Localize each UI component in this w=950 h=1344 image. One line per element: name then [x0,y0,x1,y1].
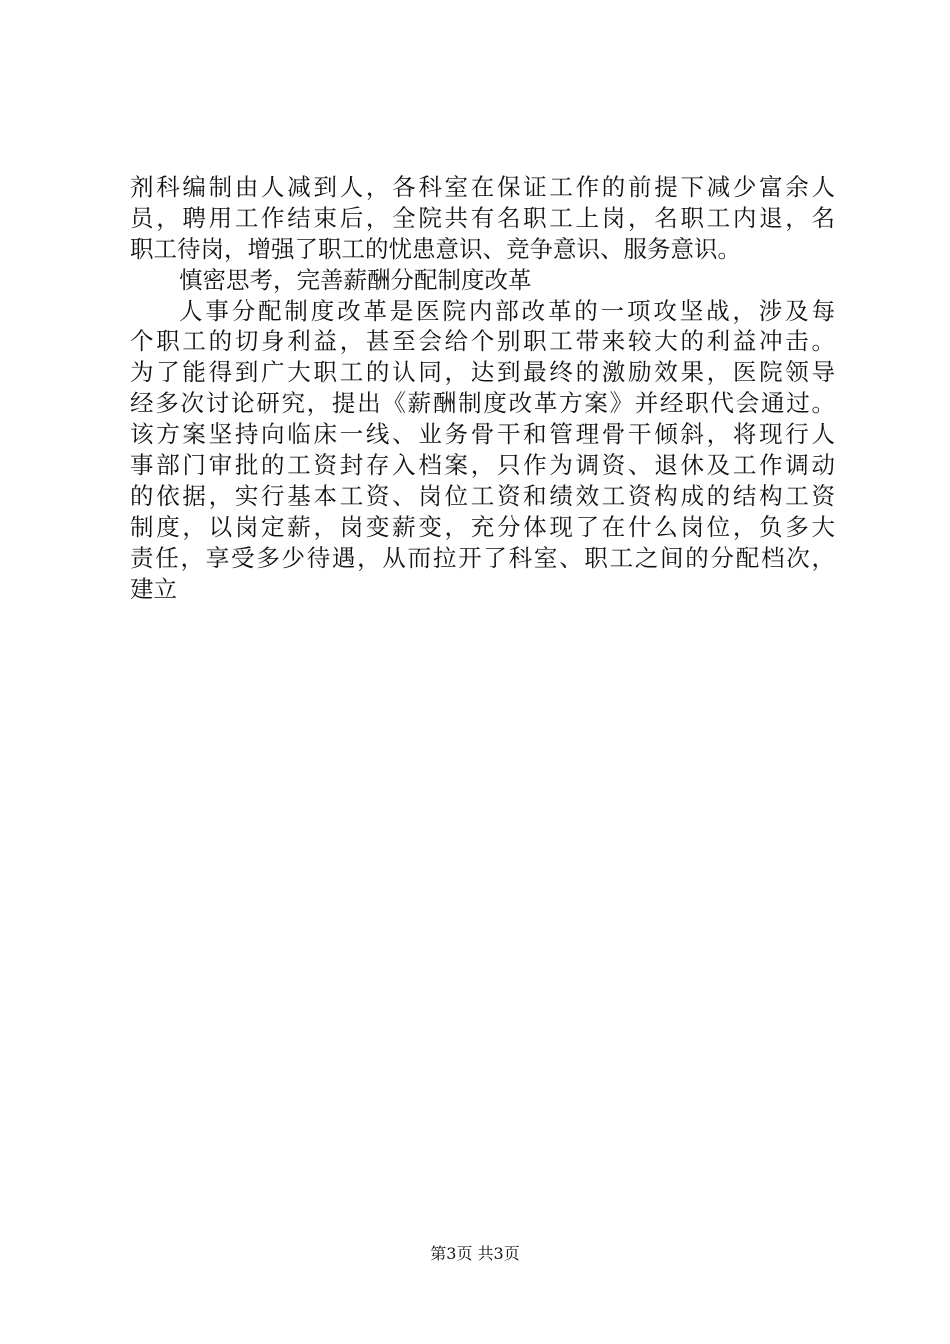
page-footer [0,1244,950,1264]
section-heading: 慎密思考，完善薪酬分配制度改革 [179,265,532,294]
paragraph-line: 事部门审批的工资封存入档案，只作为调资、退休及工作调动 [130,451,835,480]
paragraph-line: 职工待岗，增强了职工的忧患意识、竞争意识、服务意识。 [130,234,741,263]
paragraph-line: 该方案坚持向临床一线、业务骨干和管理骨干倾斜，将现行人 [130,420,835,449]
paragraph-line: 经多次讨论研究，提出《薪酬制度改革方案》并经职代会通过。 [130,389,835,418]
paragraph-line: 个职工的切身利益，甚至会给个别职工带来较大的利益冲击。 [130,327,835,356]
paragraph-line: 剂科编制由人减到人，各科室在保证工作的前提下减少富余人 [130,173,835,201]
paragraph-line: 为了能得到广大职工的认同，达到最终的激励效果，医院领导 [130,358,835,387]
paragraph-line: 的依据，实行基本工资、岗位工资和绩效工资构成的结构工资 [130,481,835,510]
paragraph-line: 制度，以岗定薪，岗变薪变，充分体现了在什么岗位，负多大 [130,512,835,541]
paragraph-line: 责任，享受多少待遇，从而拉开了科室、职工之间的分配档次， [130,543,835,572]
paragraph-1 [130,172,835,265]
document-body [130,172,835,604]
paragraph-line: 人事分配制度改革是医院内部改革的一项攻坚战，涉及每 [179,296,835,325]
paragraph-line: 员，聘用工作结束后，全院共有名职工上岗，名职工内退，名 [130,203,835,232]
page-number: 第3页 共3页 [430,1244,520,1263]
paragraph-line: 建立 [130,574,177,603]
paragraph-2 [130,296,835,605]
